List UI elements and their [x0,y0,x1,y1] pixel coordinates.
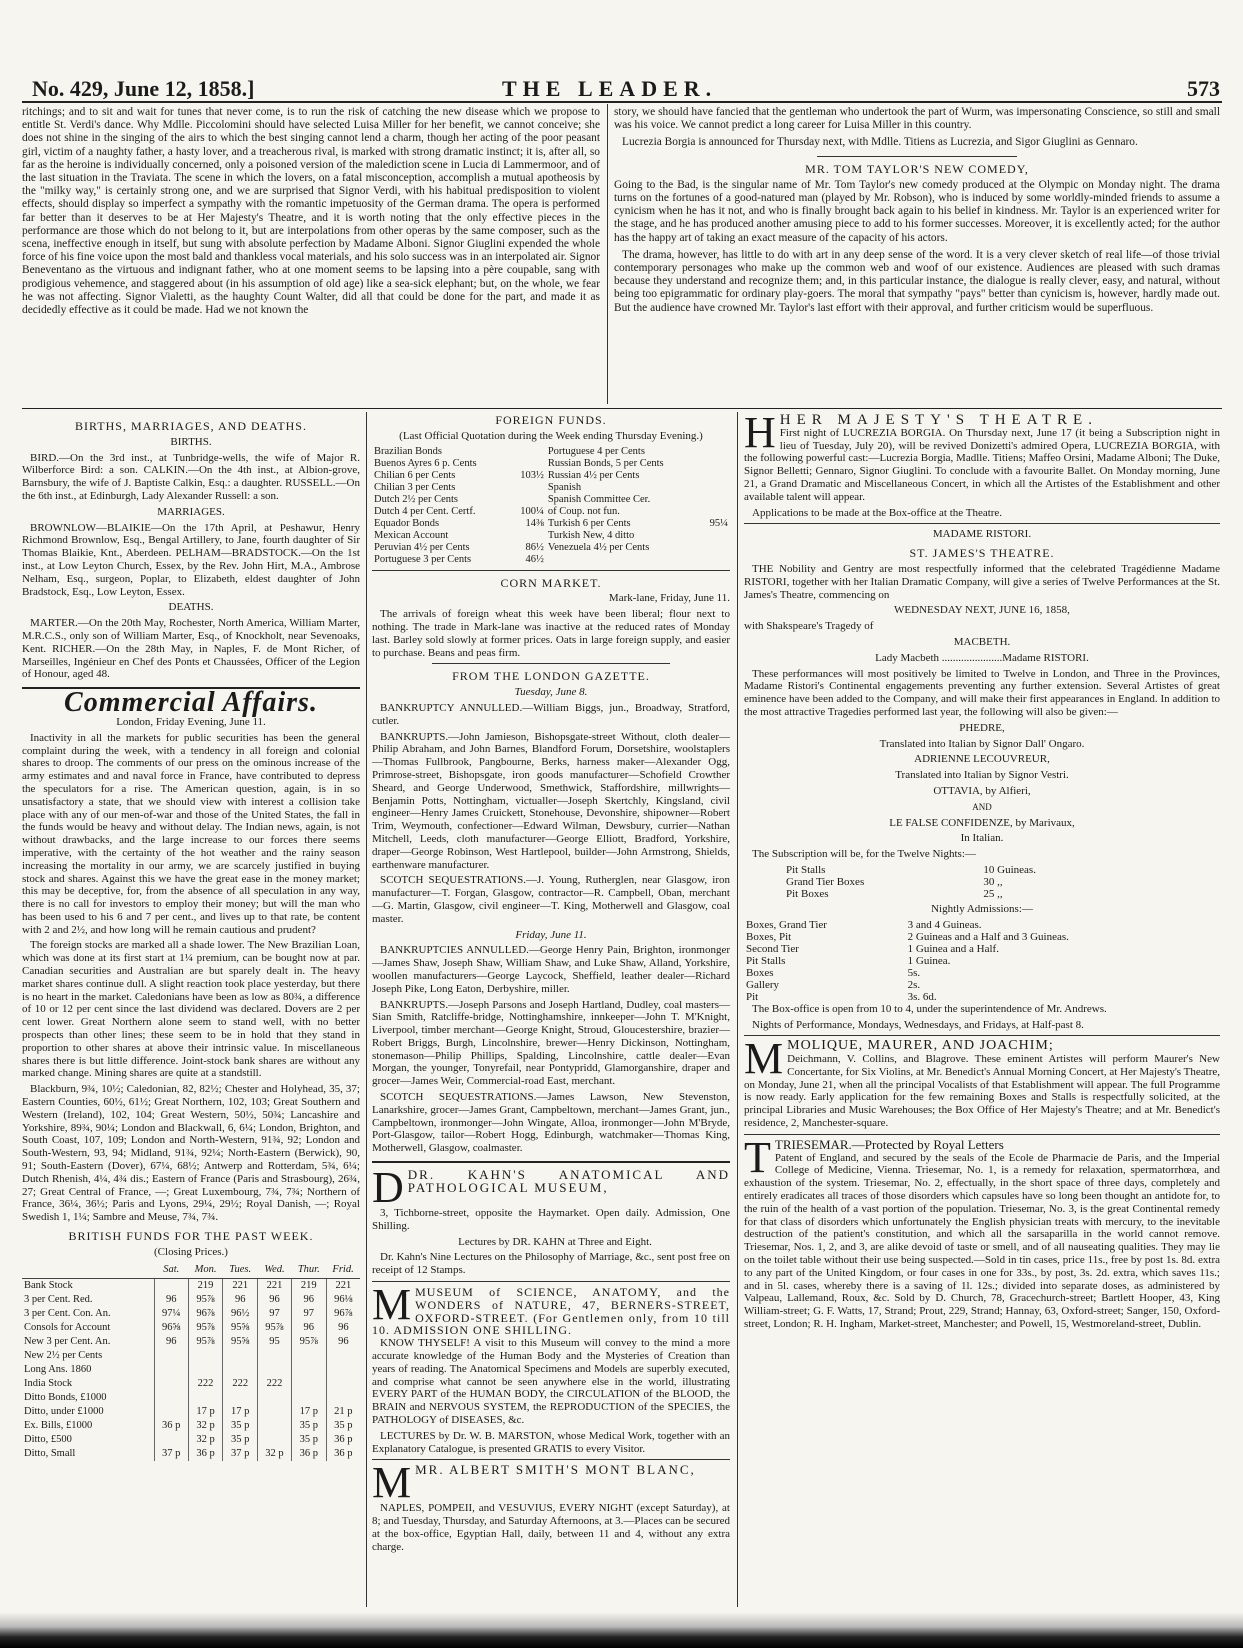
table-cell: Ditto, under £1000 [22,1405,154,1419]
table-cell: 17 p [223,1405,258,1419]
table-cell: Equador Bonds [374,517,440,529]
list-item [744,991,1220,1003]
kahn-text-1: 3, Tichborne-street, opposite the Haymarket. Open daily. Admission, One Shilling. [372,1207,730,1232]
table-cell: 96 [338,1321,349,1333]
list-item [744,967,1220,979]
price-label: Pit [746,990,759,1003]
table-cell: Long Ans. 1860 [22,1363,154,1377]
table-cell: 219 [291,1278,326,1293]
table-cell: 95⅞ [188,1321,223,1335]
her-majesty-box-office: Applications to be made at the Box-office at the Theatre. [752,506,1003,519]
list-item [744,943,1220,955]
births-text: BIRD.—On the 3rd inst., at Tunbridge-wells, the wife of Major R. Wilberforce Bird: a son. CALKIN.—On the 4th inst., at Albion-grove, Barnsbury, the wife of J. Baptiste Calkin, Esq.: a daughter. RUSSELL.—On the 6th inst., at Edinburgh, Lady Alexander Russell: a son. [22,451,360,502]
nightly-prices [744,919,1220,1003]
deaths-title: DEATHS. [168,601,214,614]
table-cell: Peruvian 4½ per Cents [374,541,470,553]
foreign-funds-sub: (Last Official Quotation during the Week ending Thursday Evening.) [399,429,703,442]
table-cell: Portuguese 3 per Cents [374,553,472,565]
price-value: 25 ,, [983,887,1003,900]
table-cell: 97¼ [154,1307,188,1321]
table-cell: 96 [258,1293,292,1307]
funds-col-header [22,1262,154,1279]
table-row [22,1405,360,1419]
lucrezia-notice: Lucrezia Borgia is announced for Thursday next, with Mdlle. Titiens as Lucrezia, and Sigor Giuglini as Gennaro. [622,136,1138,149]
table-cell: Dutch 4 per Cent. Certf. [374,505,476,517]
table-cell [546,554,701,566]
st-james-title: ST. JAMES'S THEATRE. [909,546,1055,561]
price-value: 3 and 4 Guineas. [907,918,982,931]
table-row [22,1419,360,1433]
subscription-text: The Subscription will be, for the Twelve Nights:— [752,848,976,861]
table-cell [326,1363,360,1377]
table-cell: 14⅜ [525,517,544,529]
gazette-scotch-2: SCOTCH SEQUESTRATIONS.—James Lawson, New Stevenston, Lanarkshire, grocer—James Grant, Campbeltown, merchant—James Grant, jun., Campbeltown, ironmonger—John Wingate, Alloa, ironmonger—John M'Bryde, Port-Glasgow, tailor—Robert Hogg, Edinburgh, watchmaker—Thomas King, Motherwell, Glasgow, coalmaster. [372,1091,730,1155]
table-row [372,518,730,530]
column-one [22,414,360,1461]
masthead-rule [22,101,1222,103]
table-cell [258,1363,292,1377]
gazette-heading: FROM THE LONDON GAZETTE. [452,669,650,684]
table-cell: 222 [223,1377,258,1391]
museum-text-2: LECTURES by Dr. W. B. MARSTON, whose Medical Work, together with an Explanatory Catalogue, is presented GRATIS to every Visitor. [372,1429,730,1455]
table-row [22,1433,360,1447]
commercial-heading: Commercial Affairs. [64,687,318,719]
ristori-text-1: THE Nobility and Gentry are most respectfully informed that the celebrated Tragédienne Madame RISTORI, together with her Italian Dramatic Company, will give a series of Twelve Performances at the St. James's Theatre, commencing on [744,562,1220,601]
price-label: Boxes [746,966,774,979]
table-cell [223,1363,258,1377]
table-cell: 96⅝ [154,1321,188,1335]
table-cell: 95⅞ [188,1335,223,1349]
table-cell: Spanish Committee Cer. [547,493,651,505]
table-cell: 36 p [334,1433,353,1445]
table-cell: Portuguese 4 per Cents [547,445,645,457]
table-cell: 222 [188,1377,223,1391]
table-row [372,446,730,458]
table-cell [701,506,730,518]
comedy-heading: MR. TOM TAYLOR'S NEW COMEDY, [805,161,1029,176]
her-majesty-title: HER MAJESTY'S THEATRE. [779,412,1098,428]
table-row [22,1447,360,1461]
column-two [372,414,730,1557]
table-row [22,1363,360,1377]
funds-col-header: Wed. [258,1262,292,1279]
page-number: 573 [1187,76,1220,101]
price-value: 2 Guineas and a Half and 3 Guineas. [907,930,1069,943]
table-cell [154,1377,188,1391]
opera-review-cont-text: story, we should have fancied that the gentleman who undertook the part of Wurm, was impersonating Conscience, so still and small was his voice. We cannot predict a long career for Luisa Miller in this country. [614,106,1220,132]
funds-col-header: Tues. [223,1262,258,1279]
table-cell: 3 per Cent. Con. An. [22,1307,154,1321]
table-cell: Venezuela 4½ per Cents [547,541,650,553]
kahn-text-3: Dr. Kahn's Nine Lectures on the Philosophy of Marriage, &c., sent post free on receipt of 12 Stamps. [372,1251,730,1277]
molique-advert: M MOLIQUE, MAURER, AND JOACHIM; Deichmann, V. Collins, and Blagrove. These eminent Artistes will perform Maurer's New Concertante, for Six Violins, at Mr. Benedict's Annual Morning Concert, at Her Majesty's Theatre, on Monday, June 21, when all the principal Vocalists of that Establishment will appear. The full Programme is now ready. Early application for the few remaining Boxes and Stalls is respectfully solicited, at the principal Libraries and Music Warehouses; the Box Office of Her Majesty's Theatre; and at Mr. Benedict's residence, 2, Manchester-square. [744,1034,1220,1130]
funds-col-header: Thur. [291,1262,326,1279]
gazette-date-1: Tuesday, June 8. [514,686,588,699]
macbeth-cast: Lady Macbeth ......................Madame RISTORI. [875,651,1089,664]
table-cell: New 2½ per Cents [22,1349,154,1363]
table-cell [154,1405,188,1419]
british-funds-table [22,1262,360,1461]
table-cell: 36 p [334,1447,353,1459]
table-cell: 95⅞ [188,1293,223,1307]
table-cell: of Coup. not fun. [547,505,620,517]
phedre-translation: Translated into Italian by Signor Dall' Ongaro. [879,737,1085,750]
table-cell: 221 [223,1278,258,1293]
table-cell: New 3 per Cent. An. [22,1335,154,1349]
table-cell [258,1391,292,1405]
in-italian: In Italian. [960,832,1004,845]
table-cell: 36 p [291,1447,326,1461]
table-cell [258,1405,292,1419]
issue-line: No. 429, June 12, 1858.] [32,76,255,101]
table-cell: 37 p [154,1447,188,1461]
table-row [22,1335,360,1349]
opera-review-text: ritchings; and to sit and wait for tunes that never come, is to run the risk of catching the new disease which we propose to entitle St. Verdi's dance. Why Mdlle. Piccolomini should have selected Luisa Miller for her benefit, we cannot conceive; she does not shine in the singing of the airs to which the best singing cannot lend a charm, though her acting of the poor peasant girl, victim of a naughty father, a hasty lover, and a treacherous rival, is marked with strong dramatic instinct; it is, after all, so far as the heroine is individually concerned, only a poisoned version of the malediction scene in Lucia di Lammermoor, and of the last situation in the Traviata. The scene in which the lovers, on a fatal misconception, accomplish a mutual apotheosis by the "milky way," is certainly strong one, and we are surprised that Signor Verdi, with his habitual predisposition to violent effects, should display so imperfect a sympathy with the romantic impetuosity of the German drama. The opera is performed far better than it deserves to be at Her Majesty's Theatre, and it is worth noting that the only effective pieces in the performance are those which do not belong to it, but are interpolations from other operas by the same composer, such as the scena, ineffective enough in itself, but sung with absolute perfection by Madame Alboni. Signor Giuglini expended the whole force of his fine voice upon the most bald and thankless vocal materials, and his solo success was in an interpolated air. Signor Beneventano as the virtuous and indignant father, who at one moment seems to be lapsing into a père coupable, sang with prodigious vehemence, and staggered about (in his assumption of old age) like a sea-sick elephant; but, on the whole, we fear he was not affecting. Signor Vialetti, as the haughty Count Walter, did all that could be done for the part, and made it as decidedly effective as it could be made. Had we not known the [22,106,600,317]
nights-text: Nights of Performance, Mondays, Wednesdays, and Fridays, at Half-past 8. [752,1018,1084,1031]
table-cell [154,1349,188,1363]
corn-dateline: Mark-lane, Friday, June 11. [608,592,730,605]
price-label: Boxes, Pit [746,930,792,943]
table-cell: Turkish New, 4 ditto [547,529,635,541]
british-funds-heading: BRITISH FUNDS FOR THE PAST WEEK. [68,1229,314,1244]
table-cell: 221 [335,1279,352,1291]
table-cell: Russian Bonds, 5 per Cents [547,457,664,469]
table-row [372,458,730,470]
table-row [372,494,730,506]
price-value: 5s. [907,966,921,979]
corn-text: The arrivals of foreign wheat this week have been liberal; flour next to nothing. The trade in Mark-lane was inactive at the reduced rates of Monday last. Barley sold slowly at former prices. Oats in large foreign supply, and easier to purchase. Beans and peas firm. [372,608,730,659]
table-cell [291,1363,326,1377]
newspaper-title: THE LEADER. [502,76,718,101]
her-majesty-text: First night of LUCREZIA BORGIA. On Thursday next, June 17 (it being a Subscription night in lieu of Tuesday, July 20), will be revived Donizetti's admired Opera, LUCREZIA BORGIA, with the following powerful cast:—Lucrezia Borgia, Madlle. Titiens; Maffeo Orsini, Madame Alboni; The Duke, Signor Belletti; Gennaro, Signor Giuglini. To conclude with a favourite Ballet. On Monday morning, June 21, a Grand Dramatic and Miscellaneous Concert, in which all the Artistes of the Establishment and other available talent will appear. [744,426,1220,503]
table-cell: India Stock [22,1377,154,1391]
table-cell [223,1349,258,1363]
table-row [22,1321,360,1335]
price-label: Pit Boxes [786,887,829,900]
table-cell: Russian 4½ per Cents [547,469,640,481]
table-cell: Bank Stock [22,1278,154,1293]
kahn-text-2: Lectures by DR. KAHN at Three and Eight. [458,1235,652,1248]
price-value: 3s. 6d. [907,990,937,1003]
gazette-bankrupts-2: BANKRUPTS.—Joseph Parsons and Joseph Hartland, Dudley, coal masters—Sian Smith, Ratcliffe-bridge, Nottinghamshire, innkeeper—John T. M'Knight, Liverpool, timber merchant—George Knight, Stroud, Gloucestershire, brazier—Robert Briggs, Burgh, Lincolnshire, brewer—Henry Dickinson, Nottingham, stonemason—Philip Phillips, Spalding, Lincolnshire, cattle dealer—Evan Morgan, the younger, Tonyrefail, near Pontypridd, Glamorganshire, draper and grocer—James Weir, Commercial-road East, merchant. [372,998,730,1088]
table-row [22,1293,360,1307]
table-cell [291,1377,326,1391]
subscription-prices [784,864,1117,900]
table-cell: 32 p [188,1419,223,1433]
table-row [22,1349,360,1363]
table-cell: Spanish [547,481,582,493]
price-label: Second Tier [746,942,799,955]
british-funds-sub: (Closing Prices.) [154,1245,228,1258]
gazette-bankrupts-1: BANKRUPTS.—John Jamieson, Bishopsgate-street Without, cloth dealer—Philip Abraham, and John Barnes, Blandford Forum, Dorsetshire, woolstaplers—Thomas Fullbrook, Pangbourne, Berks, harness maker—Alexander Ogg, Primrose-street, Bishopsgate, iron goods manufacturer—Schofield Crowther Sheard, and George Underwood, Smethwick, Staffordshire, millwrights—Benjamin Potts, Nottingham, victualler—Joseph Skertchly, Kingsland, civil engineer—Henry James Cruickett, Stonehouse, Devonshire, shipowner—Robert Trim, Weymouth, confectioner—Edward Wilman, Dewsbury, currier—Nathan Mitchell, Leeds, cloth manufacturer—George Elliott, Bradford, Yorkshire, draper—George Robinson, West Hartlepool, builder—John Armstrong, Shields, earthenware manufacturer. [372,730,730,871]
triesemar-title: TRIESEMAR.—Protected by Royal Letters [774,1136,1004,1152]
table-cell [510,446,546,458]
price-label: Pit Stalls [746,954,786,967]
table-cell: 222 [258,1377,292,1391]
table-cell: Consols for Account [22,1321,154,1335]
table-cell: Ditto, £500 [22,1433,154,1447]
list-item [784,876,1117,888]
box-office-text: The Box-office is open from 10 to 4, under the superintendence of Mr. Andrews. [752,1002,1107,1015]
table-cell: Ex. Bills, £1000 [22,1419,154,1433]
table-cell [510,530,546,542]
commercial-text-2: The foreign stocks are marked all a shade lower. The New Brazilian Loan, which was done at its first start at 1¼ premium, can be bought now at par. Canadian securities and Australian are but sparely dealt in. The heavy market shares continue dull. A slight reaction took place yesterday, but there is no heart in the market. Caledonians have been as low as 80¾, a difference of 10 or 12 per cent since the last dividend was declared. Dovers are 2 per cent lower. Great Northern alone seem to stand well, with no better prospects than other lines; these seem to be in hold that they stand in proportion to other shares at above their intrinsic value. In miscellaneous shares there is but little difference. Joint-stock bank shares are without any marked change. Mining shares are quite at a standstill. [22,939,360,1080]
table-cell: 95⅞ [258,1321,292,1335]
table-cell [701,494,730,506]
table-cell [188,1363,223,1377]
play-ottavia: OTTAVIA, by Alfieri, [933,784,1031,797]
table-row [372,554,730,566]
price-label: Boxes, Grand Tier [746,918,827,931]
price-value: 30 ,, [983,875,1003,888]
table-cell: 35 p [223,1433,258,1447]
gazette-scotch-1: SCOTCH SEQUESTRATIONS.—J. Young, Rutherglen, near Glasgow, iron manufacturer—T. Forgan, Glasgow, contractor—R. Campbell, Oban, merchant—G. Martin, Glasgow, civil engineer—T. King, Motherwell and Glasgow, coal master. [372,874,730,925]
gazette-date-2: Friday, June 11. [515,928,587,941]
table-cell [223,1391,258,1405]
price-value: 2s. [907,978,921,991]
table-cell: 221 [258,1278,292,1293]
table-cell: 96 [223,1293,258,1307]
price-value: 1 Guinea and a Half. [907,942,999,955]
table-cell [701,458,730,470]
nightly-admissions: Nightly Admissions:— [931,902,1033,915]
price-value: 1 Guinea. [907,954,951,967]
table-cell [154,1278,188,1293]
gazette-annulled-1: BANKRUPTCY ANNULLED.—William Biggs, jun., Broadway, Stratford, cutler. [372,701,730,727]
ristori-text-3: These performances will most positively be limited to Twelve in London, and Three in the Provinces, Madame Ristori's Continental engagements preventing any further extension. Several Artistes of great eminence have been added to the Company, and will make their first appearances in England. In addition to the most attractive Tragedies performed last year, the following will also be given:— [744,667,1220,718]
kahn-title: DR. KAHN'S ANATOMICAL AND PATHOLOGICAL MUSEUM, [407,1167,730,1195]
table-cell [258,1349,292,1363]
table-cell [188,1391,223,1405]
table-cell: 32 p [188,1433,223,1447]
ristori-date: WEDNESDAY NEXT, JUNE 16, 1858, [894,604,1070,617]
table-cell: 3 per Cent. Red. [22,1293,154,1307]
funds-col-header: Mon. [188,1262,223,1279]
table-cell [701,542,730,554]
play-adrienne: ADRIENNE LECOUVREUR, [914,753,1050,766]
table-cell: 100¼ [520,505,544,517]
table-cell: 36 p [188,1447,223,1461]
adrienne-translation: Translated into Italian by Signor Vestri. [895,769,1069,782]
gazette-annulled-2: BANKRUPTCIES ANNULLED.—George Henry Pain, Brighton, ironmonger—James Shaw, Joseph Shaw, William Shaw, and Luke Shaw, Alland, Yorkshire, woollen manufacturers—George Laycock, Sheffield, leather dealer—Richard Joseph Pike, Long Eaton, Derbyshire, miller. [372,944,730,995]
table-cell: 21 p [334,1405,353,1417]
price-value: 10 Guineas. [983,863,1036,876]
table-cell: 95 [258,1335,292,1349]
table-cell [291,1391,326,1405]
table-cell: 96½ [223,1307,258,1321]
triesemar-advert: T TRIESEMAR.—Protected by Royal Letters Patent of England, and secured by the seals of the Ecole de Pharmacie de Paris, and the Imperial College of Medicine, Vienna. Triesemar, No. 1, is a remedy for relaxation, spermatorrhœa, and exhaustion of the system. Triesemar, No. 2, effectually, in the short space of three days, completely and entirely eradicates all traces of those disorders which capsules have so long been thought an antidote for, to the ruin of the health of a vast portion of the population. Triesemar, No. 3, is the great Continental remedy for that class of disorders which unfortunately the English physician treats with mercury, to the inevitable destruction of the patient's constitution, and which all the sarsaparilla in the world cannot remove. Triesemar, Nos. 1, 2, and 3, are alike devoid of taste or smell, and of all nauseating qualities. They may lie on the toilet table without their use being suspected.—Sold in tin cases, price 11s., free by post 1s. 8d. extra to any part of the United Kingdom, or four cases in one for 33s., by post, 3s. 2d. extra, which saves 11s.; and in 5l. cases, whereby there is a saving of 1l. 12s.; divided into separate doses, as administered by Valpeau, Lallemand, Roux, &c. Sold by D. Church, 78, Gracechurch-street; Bartlett Hooper, 43, King William-street; G. F. Watts, 17, Strand; Prout, 229, Strand; Hannay, 63, Oxford-street; Sanger, 150, Oxford-street, London; R. H. Ingham, Market-street, Manchester; and Powell, 15, Westmoreland-street, Dublin. [744,1132,1220,1331]
table-cell [154,1433,188,1447]
table-cell [326,1391,360,1405]
funds-col-header: Sat. [154,1262,188,1279]
table-cell: 97 [291,1307,326,1321]
molique-title: MOLIQUE, MAURER, AND JOACHIM; [787,1038,1054,1054]
funds-col-header: Frid. [326,1262,360,1279]
albert-title: MR. ALBERT SMITH'S MONT BLANC, [415,1462,696,1478]
play-phedre: PHEDRE, [959,721,1005,734]
table-cell: Ditto Bonds, £1000 [22,1391,154,1405]
table-cell: Chilian 6 per Cents [374,469,456,481]
table-cell: 35 p [291,1419,326,1433]
comedy-text-1: Going to the Bad, is the singular name of Mr. Tom Taylor's new comedy produced at the Olympic on Monday night. The drama turns on the fortunes of a good-natured man (played by Mr. Robson), who is induced by some worldly-minded friends to assume a cynicism when he has it not, and who is finally brought back again to his belief in kindness. Mr. Taylor is an experienced writer for the stage, and he has produced another amusing piece to add to his former successes. Moreover, it is excellently acted; for the author has the happy art of taking an exact measure of the capacity of his actors. [614,178,1220,244]
table-cell [291,1349,326,1363]
opera-review-continued [614,106,1220,319]
list-item [744,955,1220,967]
foreign-funds-table [372,446,730,566]
ristori-title: MADAME RISTORI. [932,528,1032,541]
table-cell [510,494,546,506]
opera-review [22,106,600,321]
column-divider [737,412,738,1607]
price-label: Grand Tier Boxes [786,875,865,888]
table-cell: 35 p [223,1419,258,1433]
table-cell: 96 [338,1335,349,1347]
masthead [32,76,1220,100]
table-cell: 95¼ [709,517,728,529]
table-cell [510,458,546,470]
and-label: AND [972,801,992,812]
table-cell: 96⅞ [188,1307,223,1321]
museum-advert: M MUSEUM of SCIENCE, ANATOMY, and the WONDERS of NATURE, 47, BERNERS-STREET, OXFORD-STREET. (For Gentlemen only, from 10 till 10. ADMISSION ONE SHILLING. KNOW THYSELF! A visit to this Museum will convey to the mind a more accurate knowledge of the Human Body and the Mysteries of Creation than years of reading. The Anatomical Specimens and Models are superbly executed, and comprise what cannot be seen anywhere else in the world, illustrating EVERY PART of the HUMAN BODY, the CIRCULATION of the BLOOD, the BRAIN and NERVOUS SYSTEM, the REPRODUCTION of the SPECIES, the PATHOLOGY of DISEASES, &c. LECTURES by Dr. W. B. MARSTON, whose Medical Work, together with an Explanatory Catalogue, is presented GRATIS to every Visitor. [372,1280,730,1455]
table-cell: Ditto, Small [22,1447,154,1461]
marriages-text: BROWNLOW—BLAIKIE—On the 17th April, at Peshawur, Henry Richmond Brownlow, Esq., Bengal Artillery, to Jane, fourth daughter of Sir Thomas Blaikie, Knt., Aberdeen. PELHAM—BRADSTOCK.—On the 1st inst., at Low Leyton Church, Essex, by the Rev. John Hirt, M.A., Ambrose Nelham, Esq., surgeon, Poplar, to Elizabeth, eldest daughter of John Bradstock, Esq., Low Leyton, Essex. [22,521,360,598]
table-cell: 86½ [525,541,544,553]
albert-smith-advert: M MR. ALBERT SMITH'S MONT BLANC, NAPLES, POMPEII, and VESUVIUS, EVERY NIGHT (except Saturday), at 8; and Tuesday, Thursday, and Saturday Afternoons, at 3.—Places can be secured at the box-office, Egyptian Hall, daily, between 11 and 4, without any extra charge. [372,1458,730,1553]
births-heading: BIRTHS, MARRIAGES, AND DEATHS. [75,419,307,433]
table-cell: 219 [188,1278,223,1293]
museum-title: MUSEUM of SCIENCE, ANATOMY, and the WONDERS of NATURE, 47, BERNERS-STREET, OXFORD-STREET. (For Gentlemen only, from 10 till 10. ADMISSION ONE SHILLING. [372,1285,730,1338]
foreign-funds-heading: FOREIGN FUNDS. [495,413,607,427]
table-cell: 35 p [291,1433,326,1447]
table-cell [701,446,730,458]
table-row [372,530,730,542]
marriages-title: MARRIAGES. [157,505,225,518]
table-cell [154,1391,188,1405]
table-cell: 96 [154,1335,188,1349]
railway-prices: Blackburn, 9¾, 10½; Caledonian, 82, 82½; Chester and Holyhead, 35, 37; Eastern Counties, 60½, 61½; Great Northern, 102, 103; Great Southern and Western (Ireland), 102, 104; Great Western, 50½, 50¾; Lancashire and Yorkshire, 89¾, 90¼; London and Blackwall, 6, 6¼; London, Brighton, and South Coast, 107, 109; London and North-Western, 91¾, 92; London and South-Western, 93, 94; Midland, 91¾, 92¼; North-Eastern (Berwick), 90, 91; South-Eastern (Dover), 67¼, 68½; Antwerp and Rotterdam, 5¾, 6¼; Dutch Rhenish, 4¼, 4¾ dis.; Eastern of France (Paris and Strasbourg), 26¾, 27; Great Central of France, —; Great Luxembourg, 7¾, 7¾; Northern of France, 36¼, 36½; Paris and Lyons, 29¼, 29½; Royal Danish, —; Royal Swedish 1, 1¼; Sambre and Meuse, 7¾, 7¾. [22,1083,360,1224]
table-cell: 17 p [291,1405,326,1419]
table-row [372,470,730,482]
scan-edge [0,1612,1243,1648]
table-cell: 37 p [223,1447,258,1461]
column-three [744,408,1220,1334]
table-cell: Chilian 3 per Cents [374,481,456,493]
table-row [22,1278,360,1293]
table-cell: 96 [291,1321,326,1335]
table-cell [258,1433,292,1447]
table-cell: 46½ [525,553,544,565]
play-false-confidenze: LE FALSE CONFIDENZE, by Marivaux, [889,816,1075,829]
table-cell: Turkish 6 per Cents [547,517,631,529]
table-cell: Buenos Ayres 6 p. Cents [374,457,477,469]
table-cell: 103½ [520,469,544,481]
table-cell: 96 [291,1293,326,1307]
table-cell: Brazilian Bonds [374,445,442,457]
comedy-text-2: The drama, however, has little to do with art in any deep sense of the word. It is a very clever sketch of real life—of those trivial contemporary personages who make up the common web and woof of our existence. Audiences are pleased with such dramas because they understand and recognize them; and, in this particular instance, the dialogue is really clever, easy, and natural, without being too epigrammatic for ordinary play-goers. The moral that sympathy "pays" better than cynicism is, however, hardly made out. But the audience have crowned Mr. Taylor's last effort with their approval, and further criticism would be superfluous. [614,248,1220,314]
table-cell [510,482,546,494]
list-item [744,931,1220,943]
albert-text: NAPLES, POMPEII, and VESUVIUS, EVERY NIGHT (except Saturday), at 8; and Tuesday, Thursday, and Saturday Afternoons, at 3.—Places can be secured at the box-office, Egyptian Hall, daily, between 11 and 4, without any extra charge. [372,1502,730,1553]
play-macbeth: MACBETH. [953,635,1011,648]
table-row [22,1307,360,1321]
list-item [744,919,1220,931]
table-cell: 95⅝ [223,1335,258,1349]
column-divider [607,104,608,404]
table-row [372,506,730,518]
table-cell: 96 [154,1293,188,1307]
table-cell: 95⅞ [291,1335,326,1349]
table-cell: Mexican Account [374,529,449,541]
kahn-advert: D DR. KAHN'S ANATOMICAL AND PATHOLOGICAL MUSEUM, 3, Tichborne-street, opposite the Haymarket. Open daily. Admission, One Shilling. Lectures by DR. KAHN at Three and Eight. Dr. Kahn's Nine Lectures on the Philosophy of Marriage, &c., sent post free on receipt of 12 Stamps. [372,1163,730,1277]
list-item [744,979,1220,991]
museum-text-1: KNOW THYSELF! A visit to this Museum will convey to the mind a more accurate knowledge of the Human Body and the Mysteries of Creation than years of reading. The Anatomical Specimens and Models are superbly executed, and comprise what cannot be seen anywhere else in the world, illustrating EVERY PART of the HUMAN BODY, the CIRCULATION of the BLOOD, the BRAIN and NERVOUS SYSTEM, the REPRODUCTION of the SPECIES, the PATHOLOGY of DISEASES, &c. [372,1337,730,1427]
table-cell [701,482,730,494]
table-cell [326,1349,360,1363]
her-majesty-advert: H HER MAJESTY'S THEATRE. First night of LUCREZIA BORGIA. On Thursday next, June 17 (it being a Subscription night in lieu of Tuesday, July 20), will be revived Donizetti's admired Opera, LUCREZIA BORGIA, with the following powerful cast:—Lucrezia Borgia, Madlle. Titiens; Maffeo Orsini, Madame Alboni; The Duke, Signor Belletti; Gennaro, Signor Giuglini. To conclude with a favourite Ballet. On Monday morning, June 21, a Grand Dramatic and Miscellaneous Concert, in which all the Artistes of the Establishment and other available talent will appear. Applications to be made at the Box-office at the Theatre. [744,408,1220,519]
table-cell [701,554,730,566]
table-cell [258,1419,292,1433]
table-cell [188,1349,223,1363]
triesemar-text: Patent of England, and secured by the seals of the Ecole de Pharmacie de Paris, and the Imperial College of Medicine, Vienna. Triesemar, No. 1, is a remedy for relaxation, spermatorrhœa, and exhaustion of the system. Triesemar, No. 2, effectually, in the short space of three days, completely and entirely eradicates all traces of those disorders which capsules have so long been thought an antidote for, to the ruin of the health of a vast portion of the population. Triesemar, No. 3, is the great Continental remedy for that class of disorders which unfortunately the English physician treats with mercury, to the inevitable destruction of the patient's constitution, and which all the sarsaparilla in the world cannot remove. Triesemar, Nos. 1, 2, and 3, are alike devoid of taste or smell, and of all nauseating qualities. They may lie on the toilet table without their use being suspected.—Sold in tin cases, price 11s., free by post 1s. 8d. extra to any part of the United Kingdom, or four cases in one for 33s., by post, 3s. 2d. extra, which saves 11s.; and in 5l. cases, whereby there is a saving of 1l. 12s.; divided into separate doses, as administered by Valpeau, Lallemand, Roux, &c. Sold by D. Church, 78, Gracechurch-street; Bartlett Hooper, 43, King William-street; G. F. Watts, 17, Strand; Prout, 229, Strand; Hannay, 63, Oxford-street; Sanger, 150, Oxford-street, London; R. H. Ingham, Market-street, Manchester; and Powell, 15, Westmoreland-street, Dublin. [744,1151,1220,1331]
table-cell [701,470,730,482]
price-label: Gallery [746,978,779,991]
corn-heading: CORN MARKET. [500,575,602,590]
table-cell: Dutch 2½ per Cents [374,493,458,505]
table-row [22,1377,360,1391]
table-cell [701,530,730,542]
price-label: Pit Stalls [786,863,826,876]
table-cell: 97 [258,1307,292,1321]
list-item [784,888,1117,900]
table-cell: 36 p [154,1419,188,1433]
list-item [784,864,1117,876]
commercial-text-1: Inactivity in all the markets for public securities has been the general complaint during the week, with a tendency in all foreign and colonial shares to droop. The comments of our press on the ominous increase of the army estimates and and naval force in France, have contributed to depress the speculators for a rise. The American question, again, is in so unsatisfactory a state, that we should view with interest a collision take place with any of our men-of-war and those of the United States, the fall in the funds would be heavy and without delay. The Indian news, again, is not without drawbacks, and the large increase to our forces there seems imperative, with the certainty of the hot weather and the rainy season increasing the mortality in our army, we are scarcely justified in buying stock and shares. Against this we have the great ease in the money market; this may be deceptive, for, from the absence of all speculation in any way, there is no call for investors to employ their money; but will the man who has been used to his 6 and 7 per cent., and lives up to that rate, be content with 2 and 2½, and how long will he remain cautious and prudent? [22,731,360,936]
section-rule [22,408,1222,409]
table-cell: 32 p [258,1447,292,1461]
ristori-text-2: with Shakspeare's Tragedy of [744,620,874,633]
births-title: BIRTHS. [170,435,212,448]
table-cell [326,1377,360,1391]
table-cell: 96⅞ [334,1307,353,1319]
table-cell: 96⅛ [334,1293,353,1305]
commercial-dateline: London, Friday Evening, June 11. [116,715,266,728]
molique-text: Deichmann, V. Collins, and Blagrove. These eminent Artistes will perform Maurer's New Concertante, for Six Violins, at Mr. Benedict's Annual Morning Concert, at Her Majesty's Theatre, on Monday, June 21, when all the principal Vocalists of that Establishment will appear. The full Programme is now ready. Early application for the few remaining Boxes and Stalls is respectfully solicited, at the principal Libraries and Music Warehouses; the Box Office of Her Majesty's Theatre; and at Mr. Benedict's residence, 2, Manchester-square. [744,1053,1220,1130]
table-row [22,1391,360,1405]
column-divider [366,412,367,1607]
table-cell: 95⅝ [223,1321,258,1335]
deaths-text: MARTER.—On the 20th May, Rochester, North America, William Marter, M.R.C.S., only son of William Marter, Esq., of Knockholt, near Sevenoaks, Kent. RICHER.—On the 28th May, in Naples, F. de Mont Richer, of Marseilles, Ingénieur en Chef des Ponts et Chaussées, Officer of the Legion of Honour, aged 48. [22,617,360,681]
table-cell: 17 p [188,1405,223,1419]
table-row [372,482,730,494]
table-row [372,542,730,554]
table-cell: 35 p [334,1419,353,1431]
table-cell [154,1363,188,1377]
